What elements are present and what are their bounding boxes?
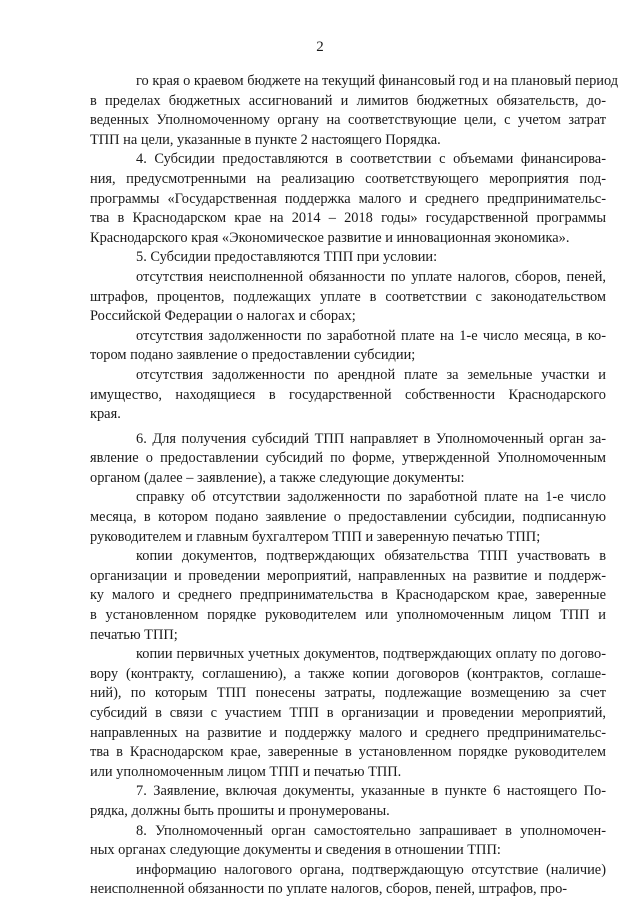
text-line: отсутствия задолженности по арендной плате за земельные участки и — [136, 366, 606, 383]
text-line: копии первичных учетных документов, подтверждающих оплату по догово- — [136, 646, 606, 663]
paragraph — [90, 782, 606, 821]
text-line: вору (контракту, соглашению), а также копии договоров (контрактов, соглаше- — [90, 665, 606, 682]
text-line: органом (далее – заявление), а также следующие документы: — [90, 469, 465, 486]
document-body — [90, 72, 619, 900]
text-line: программы «Государственная поддержка малого и среднего предпринимательс- — [90, 190, 606, 207]
text-line: руководителем и главным бухгалтером ТПП и заверенную печатью ТПП; — [90, 528, 541, 545]
text-line: тором подано заявление о предоставлении субсидии; — [90, 347, 416, 364]
text-line: 6. Для получения субсидий ТПП направляет в Уполномоченный орган за- — [136, 430, 606, 447]
paragraph — [90, 150, 606, 248]
text-line: отсутствия задолженности по заработной плате на 1-е число месяца, в ко- — [136, 327, 606, 344]
text-line: имущество, находящиеся в государственной собственности Краснодарского — [90, 386, 606, 403]
text-line: ных органах следующие документы и сведения в отношении ТПП: — [90, 842, 501, 859]
text-line: копии документов, подтверждающих обязательства ТПП участвовать в — [136, 548, 606, 565]
text-line: печатью ТПП; — [90, 626, 178, 643]
paragraph — [90, 268, 606, 327]
text-line: субсидий в связи с участием ТПП в организации и проведении мероприятий, — [90, 705, 606, 721]
text-line: 8. Уполномоченный орган самостоятельно запрашивает в уполномочен- — [136, 822, 606, 839]
paragraph — [90, 366, 606, 425]
page-number: 2 — [316, 39, 324, 55]
paragraph — [90, 822, 606, 861]
text-line: направленных на развитие и поддержку малого и среднего предпринимательс- — [90, 724, 606, 741]
text-line: или уполномоченным лицом ТПП и печатью ТПП. — [90, 763, 402, 780]
text-line: ния, предусмотренными на реализацию соответствующего мероприятия под- — [90, 170, 606, 187]
text-line: в пределах бюджетных ассигнований и лимитов бюджетных обязательств, до- — [90, 92, 606, 109]
text-line: ний), по которым ТПП понесены затраты, подлежащие возмещению за счет — [90, 685, 606, 702]
text-line: тва в Краснодарском крае на 2014 – 2018 годы» государственной программы — [90, 210, 606, 227]
text-line: Краснодарского края «Экономическое развитие и инновационная экономика». — [90, 229, 570, 246]
text-line: ку малого и среднего предпринимательства в Краснодарском крае, заверенные — [90, 587, 606, 604]
paragraph — [90, 861, 606, 900]
text-line: месяца, в котором подано заявление о предоставлении субсидии, подписанную — [90, 509, 606, 526]
text-line: в установленном порядке руководителем или уполномоченным лицом ТПП и — [90, 607, 606, 624]
text-line: 7. Заявление, включая документы, указанные в пункте 6 настоящего По- — [136, 783, 606, 800]
text-line: отсутствия неисполненной обязанности по уплате налогов, сборов, пеней, — [136, 268, 606, 285]
text-line: тва в Краснодарском крае, заверенные в установленном порядке руководителем — [90, 744, 606, 761]
text-line: го края о краевом бюджете на текущий финансовый год и на плановый период — [136, 73, 619, 89]
text-line: 4. Субсидии предоставляются в соответствии с объемами финансирова- — [136, 151, 606, 168]
text-line: рядка, должны быть прошиты и пронумерованы. — [90, 802, 390, 819]
paragraph — [90, 430, 606, 489]
text-line: края. — [90, 406, 121, 423]
text-line: 5. Субсидии предоставляются ТПП при условии: — [136, 249, 438, 266]
paragraph — [90, 488, 606, 547]
paragraph — [90, 645, 606, 782]
text-line: ТПП на цели, указанные в пункте 2 настоящего Порядка. — [90, 131, 441, 148]
paragraph — [90, 547, 606, 645]
paragraph — [90, 72, 619, 150]
text-line: Российской Федерации о налогах и сборах; — [90, 308, 356, 325]
paragraph — [90, 248, 606, 268]
text-line: явление о предоставлении субсидий по форме, утвержденной Уполномоченным — [90, 450, 606, 467]
text-line: штрафов, процентов, подлежащих уплате в соответствии с законодательством — [90, 288, 606, 305]
text-line: веденных Уполномоченному органу на соответствующие цели, с учетом затрат — [90, 112, 606, 129]
text-line: справку об отсутствии задолженности по заработной плате на 1-е число — [136, 489, 606, 506]
text-line: организации и проведении мероприятий, направленных на развитие и поддерж- — [90, 567, 606, 584]
paragraph — [90, 327, 606, 366]
text-line: неисполненной обязанности по уплате налогов, сборов, пеней, штрафов, про- — [90, 881, 568, 898]
text-line: информацию налогового органа, подтверждающую отсутствие (наличие) — [136, 861, 606, 878]
